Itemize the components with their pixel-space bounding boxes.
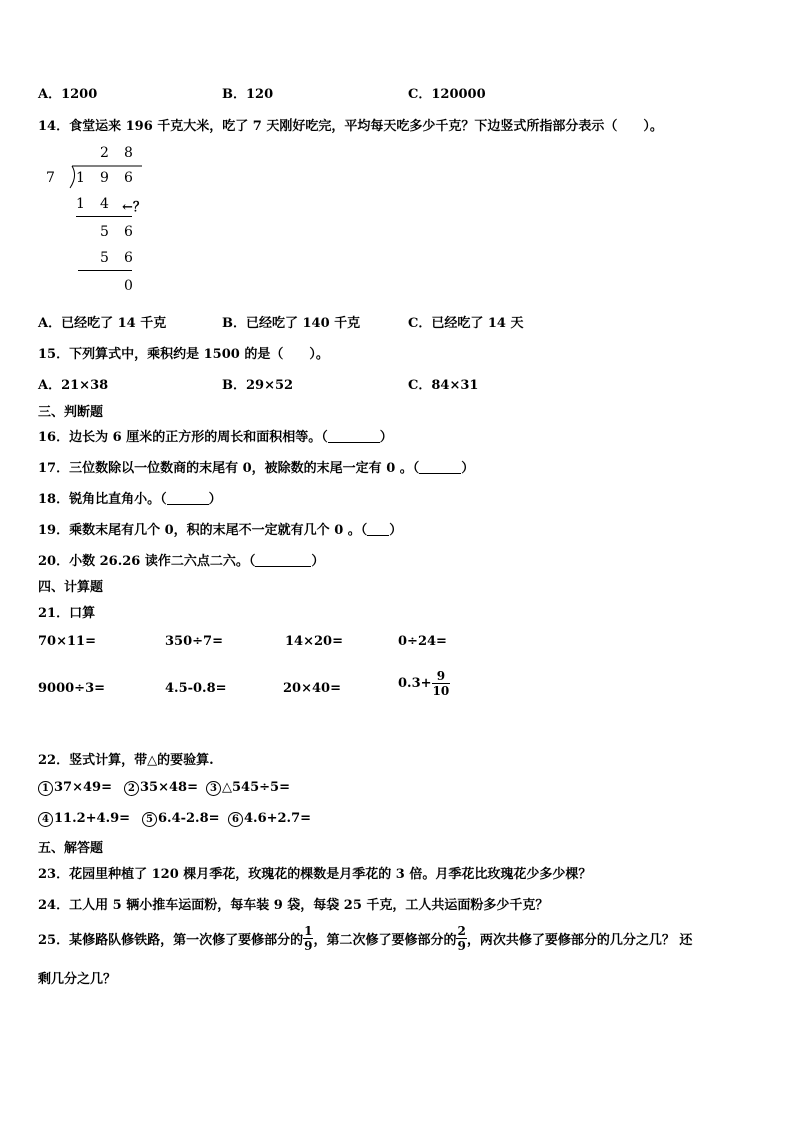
mental-math-item: 0÷24= bbox=[398, 634, 447, 649]
q19 bbox=[38, 519, 402, 538]
q13-option-a: A．1200 bbox=[38, 87, 98, 102]
circled-number: 1 bbox=[38, 781, 53, 796]
vertical-calc-item: 4 11.2+4.9= bbox=[38, 811, 130, 827]
division-rule bbox=[78, 270, 132, 271]
mental-math-item: 4.5-0.8= bbox=[165, 681, 227, 696]
mental-math-item: 350÷7= bbox=[165, 634, 223, 649]
fraction: $\frac{1}{9}$ bbox=[304, 924, 313, 953]
fraction: $\frac{2}{9}$ bbox=[457, 924, 466, 953]
answer-blank[interactable] bbox=[255, 554, 311, 567]
mental-math-item: 20×40= bbox=[283, 681, 341, 696]
q16-text: 16．边长为 6 厘米的正方形的周长和面积相等。（ bbox=[38, 430, 328, 445]
answer-blank[interactable] bbox=[167, 492, 209, 505]
q13-option-b: B．120 bbox=[222, 87, 274, 102]
vertical-calc-item: 3 △545÷5= bbox=[206, 780, 290, 796]
q22-title: 22．竖式计算，带△的要验算. bbox=[38, 753, 214, 768]
quotient-digit: 8 bbox=[124, 145, 133, 161]
answer-blank[interactable] bbox=[419, 461, 461, 474]
q14-option-b: B．已经吃了 140 千克 bbox=[222, 316, 361, 331]
step-digit: 5 bbox=[100, 224, 109, 240]
vertical-calc-item: 5 6.4-2.8= bbox=[142, 811, 220, 827]
circled-number: 6 bbox=[228, 812, 243, 827]
q25-line2: 剩几分之几？ bbox=[38, 972, 117, 987]
quotient-digit: 2 bbox=[100, 145, 109, 161]
q25-line1: 25．某修路队修铁路，第一次修了要修部分的 $\frac{1}{9}$ ，第二次修了要修部分的 $\frac{2}{9}$ ，两次共修了要修部分的几分之几？ 还 bbox=[38, 924, 693, 953]
q17 bbox=[38, 457, 474, 476]
q13-option-c: C．120000 bbox=[408, 87, 486, 102]
answer-blank[interactable] bbox=[367, 523, 389, 536]
q21-title: 21．口算 bbox=[38, 606, 96, 621]
remainder: 0 bbox=[124, 278, 133, 294]
mental-math-item: 14×20= bbox=[285, 634, 343, 649]
q15-option-a: A．21×38 bbox=[38, 378, 109, 393]
section-title-calculation: 四、计算题 bbox=[38, 580, 104, 595]
divisor: 7 bbox=[46, 170, 55, 186]
circled-number: 5 bbox=[142, 812, 157, 827]
step-digit: 6 bbox=[124, 224, 133, 240]
step-digit: 6 bbox=[124, 250, 133, 266]
step-digit: 1 bbox=[76, 196, 85, 212]
fraction: $\frac{9}{10}$ bbox=[432, 669, 450, 698]
dividend-digit: 6 bbox=[124, 170, 133, 186]
section-title-word-problems: 五、解答题 bbox=[38, 841, 104, 856]
dividend-digit: 1 bbox=[76, 170, 85, 186]
q18-close: ） bbox=[208, 492, 222, 507]
circled-number: 4 bbox=[38, 812, 53, 827]
circled-number: 2 bbox=[124, 781, 139, 796]
q14-option-a: A．已经吃了 14 千克 bbox=[38, 316, 167, 331]
q17-close: ） bbox=[461, 461, 475, 476]
mental-math-item: 9000÷3= bbox=[38, 681, 106, 696]
vertical-calc-item: 2 35×48= bbox=[124, 780, 198, 796]
q18 bbox=[38, 488, 222, 507]
division-rule bbox=[76, 216, 132, 217]
q15-text: 15．下列算式中，乘积约是 1500 的是（ ）。 bbox=[38, 347, 329, 362]
circled-number: 3 bbox=[206, 781, 221, 796]
q15-option-b: B．29×52 bbox=[222, 378, 294, 393]
q17-text: 17．三位数除以一位数商的末尾有 0，被除数的末尾一定有 0 。（ bbox=[38, 461, 420, 476]
q16 bbox=[38, 426, 393, 445]
q15-option-c: C．84×31 bbox=[408, 378, 479, 393]
mental-math-item: 0.3+ $\frac{9}{10}$ bbox=[398, 669, 450, 698]
q14-option-c: C．已经吃了 14 天 bbox=[408, 316, 524, 331]
vertical-calc-item: 6 4.6+2.7= bbox=[228, 811, 311, 827]
section-title-judgement: 三、判断题 bbox=[38, 405, 104, 420]
step-digit: 4 bbox=[100, 196, 109, 212]
q23-text: 23．花园里种植了 120 棵月季花，玫瑰花的棵数是月季花的 3 倍。月季花比玫瑰花少多少棵？ bbox=[38, 867, 592, 882]
q16-close: ） bbox=[379, 430, 393, 445]
q24-text: 24．工人用 5 辆小推车运面粉，每车装 9 袋，每袋 25 千克，工人共运面粉多少千克？ bbox=[38, 898, 549, 913]
dividend-digit: 9 bbox=[100, 170, 109, 186]
q20 bbox=[38, 550, 324, 569]
step-digit: 5 bbox=[100, 250, 109, 266]
arrow-question-icon: ←？ bbox=[122, 200, 146, 215]
q19-text: 19．乘数末尾有几个 0，积的末尾不一定就有几个 0 。（ bbox=[38, 523, 368, 538]
q20-close: ） bbox=[311, 554, 325, 569]
q18-text: 18．锐角比直角小。（ bbox=[38, 492, 167, 507]
q14-text: 14．食堂运来 196 千克大米，吃了 7 天刚好吃完，平均每天吃多少千克？下边竖式所指部分表示（ ）。 bbox=[38, 119, 663, 134]
vertical-calc-item: 1 37×49= bbox=[38, 780, 112, 796]
q20-text: 20．小数 26.26 读作二六点二六。（ bbox=[38, 554, 256, 569]
mental-math-item: 70×11= bbox=[38, 634, 96, 649]
q19-close: ） bbox=[389, 523, 403, 538]
answer-blank[interactable] bbox=[328, 430, 380, 443]
